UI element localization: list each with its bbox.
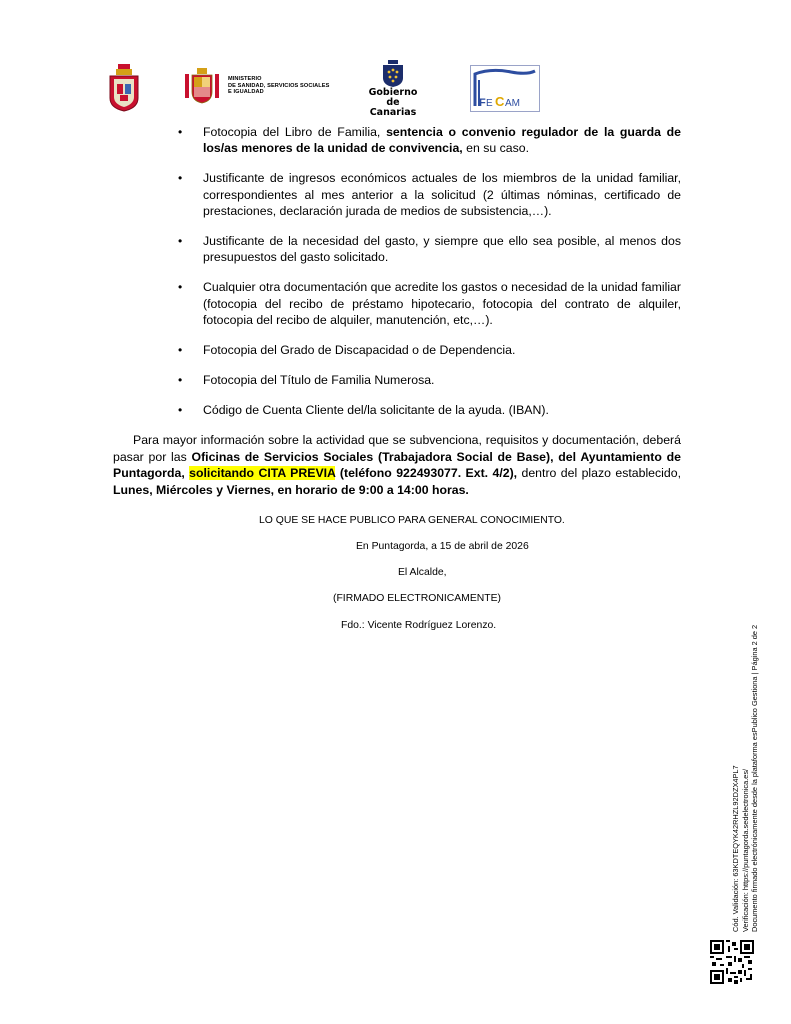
ministerio-logo-text [228,76,329,96]
document-body [113,124,681,498]
public-notice: LO QUE SE HACE PUBLICO PARA GENERAL CONOCIMIENTO. [259,515,565,526]
requirements-list [113,124,681,418]
list-item-text-part: en su caso. [462,141,530,156]
list-item [113,402,681,418]
list-item-text: Cualquier otra documentación que acredite los gastos o necesidad de la unidad familiar (fotocopia del recibo de préstamo hipotecario, fotocopia del contrato de alquiler, fotocopia del recibo de alquiler, manutención, etc,…). [203,280,681,328]
list-item-text [203,124,681,157]
electronic-signature-note: (FIRMADO ELECTRONICAMENTE) [333,593,501,604]
canarias-coat-of-arms-logo [107,64,141,112]
gobierno-line: de Canarias [369,97,417,118]
list-item-text: Justificante de ingresos económicos actuales de los miembros de la unidad familiar, correspondientes al mes anterior a la solicitud (2 últimas nóminas, certificado de prestaciones, declaración jurada de medios de subsistencia,…). [203,171,681,219]
svg-text:AM: AM [505,98,520,109]
list-item-text: Fotocopia del Grado de Discapacidad o de Dependencia. [203,343,516,358]
bullet-dot-icon: • [178,402,183,417]
svg-text:C: C [495,94,505,109]
qr-code-icon [710,940,754,984]
header-logos [0,60,791,118]
paragraph-text: Para mayor información sobre la actividad que se subvenciona, requisitos y documentación, deberá pasar por las [113,433,681,464]
bullet-dot-icon: • [178,280,183,295]
fecam-emblem-icon [471,66,539,111]
paragraph-bold-office: Oficinas de Servicios Sociales (Trabajadora Social de Base), del Ayuntamiento de Puntagorda, [113,449,681,481]
gobierno-logo-text [362,88,424,118]
list-item-text: Código de Cuenta Cliente del/la solicitante de la ayuda. (IBAN). [203,402,549,417]
cita-previa-highlight: solicitando CITA PREVIA [189,466,336,481]
signatory-name: Fdo.: Vicente Rodríguez Lorenzo. [341,620,497,631]
list-item [113,124,681,157]
bullet-dot-icon: • [178,125,183,139]
gobierno-line: Gobierno [368,87,418,98]
ministerio-line: MINISTERIO [228,76,262,82]
spain-coat-of-arms-logo [183,68,221,104]
bullet-dot-icon: • [178,171,183,186]
verification-side-text [731,625,760,932]
paragraph-text: dentro del plazo establecido, [517,466,681,481]
ministerio-line: DE SANIDAD, SERVICIOS SOCIALES [228,82,330,89]
list-item-bold-part: sentencia o convenio regulador de la guarda de los/as menores de la unidad de convivencia, [203,125,681,156]
gobierno-canarias-logo [362,60,424,118]
paragraph-bold-schedule: Lunes, Miércoles y Viernes, en horario de 9:00 a 14:00 horas. [113,482,469,497]
list-item-text: Fotocopia del Título de Familia Numerosa. [203,372,435,387]
signatory-title: El Alcalde, [398,567,447,578]
list-item-text-part: Fotocopia del Libro de Familia, [203,125,387,139]
list-item [113,233,681,266]
bullet-dot-icon: • [178,343,183,358]
bullet-dot-icon: • [178,372,183,387]
fecam-logo [470,65,540,112]
list-item [113,279,681,328]
list-item-text: Justificante de la necesidad del gasto, y siempre que ello sea posible, al menos dos presupuestos del gasto solicitado. [203,234,681,265]
bullet-dot-icon: • [178,234,183,249]
svg-text:F: F [479,97,486,109]
list-item [113,342,681,358]
list-item [113,170,681,219]
verification-url: Verificación: https://puntagorda.sedelectronica.es/ [740,768,750,932]
paragraph-bold-phone: (teléfono 922493077. Ext. 4/2), [335,466,518,481]
validation-code: Cód. Validación: 63KDTEQYK42RHZL92DZX4PL7 [731,765,740,932]
signature-platform-note: Documento firmado electrónicamente desde la plataforma esPublico Gestiona | Página 2 de 2 [750,624,760,932]
date-place: En Puntagorda, a 15 de abril de 2026 [356,541,529,552]
svg-text:E: E [486,98,493,109]
info-paragraph [113,432,681,498]
gobierno-shield-icon [362,60,424,88]
list-item [113,372,681,388]
ministerio-line: E IGUALDAD [228,89,264,96]
